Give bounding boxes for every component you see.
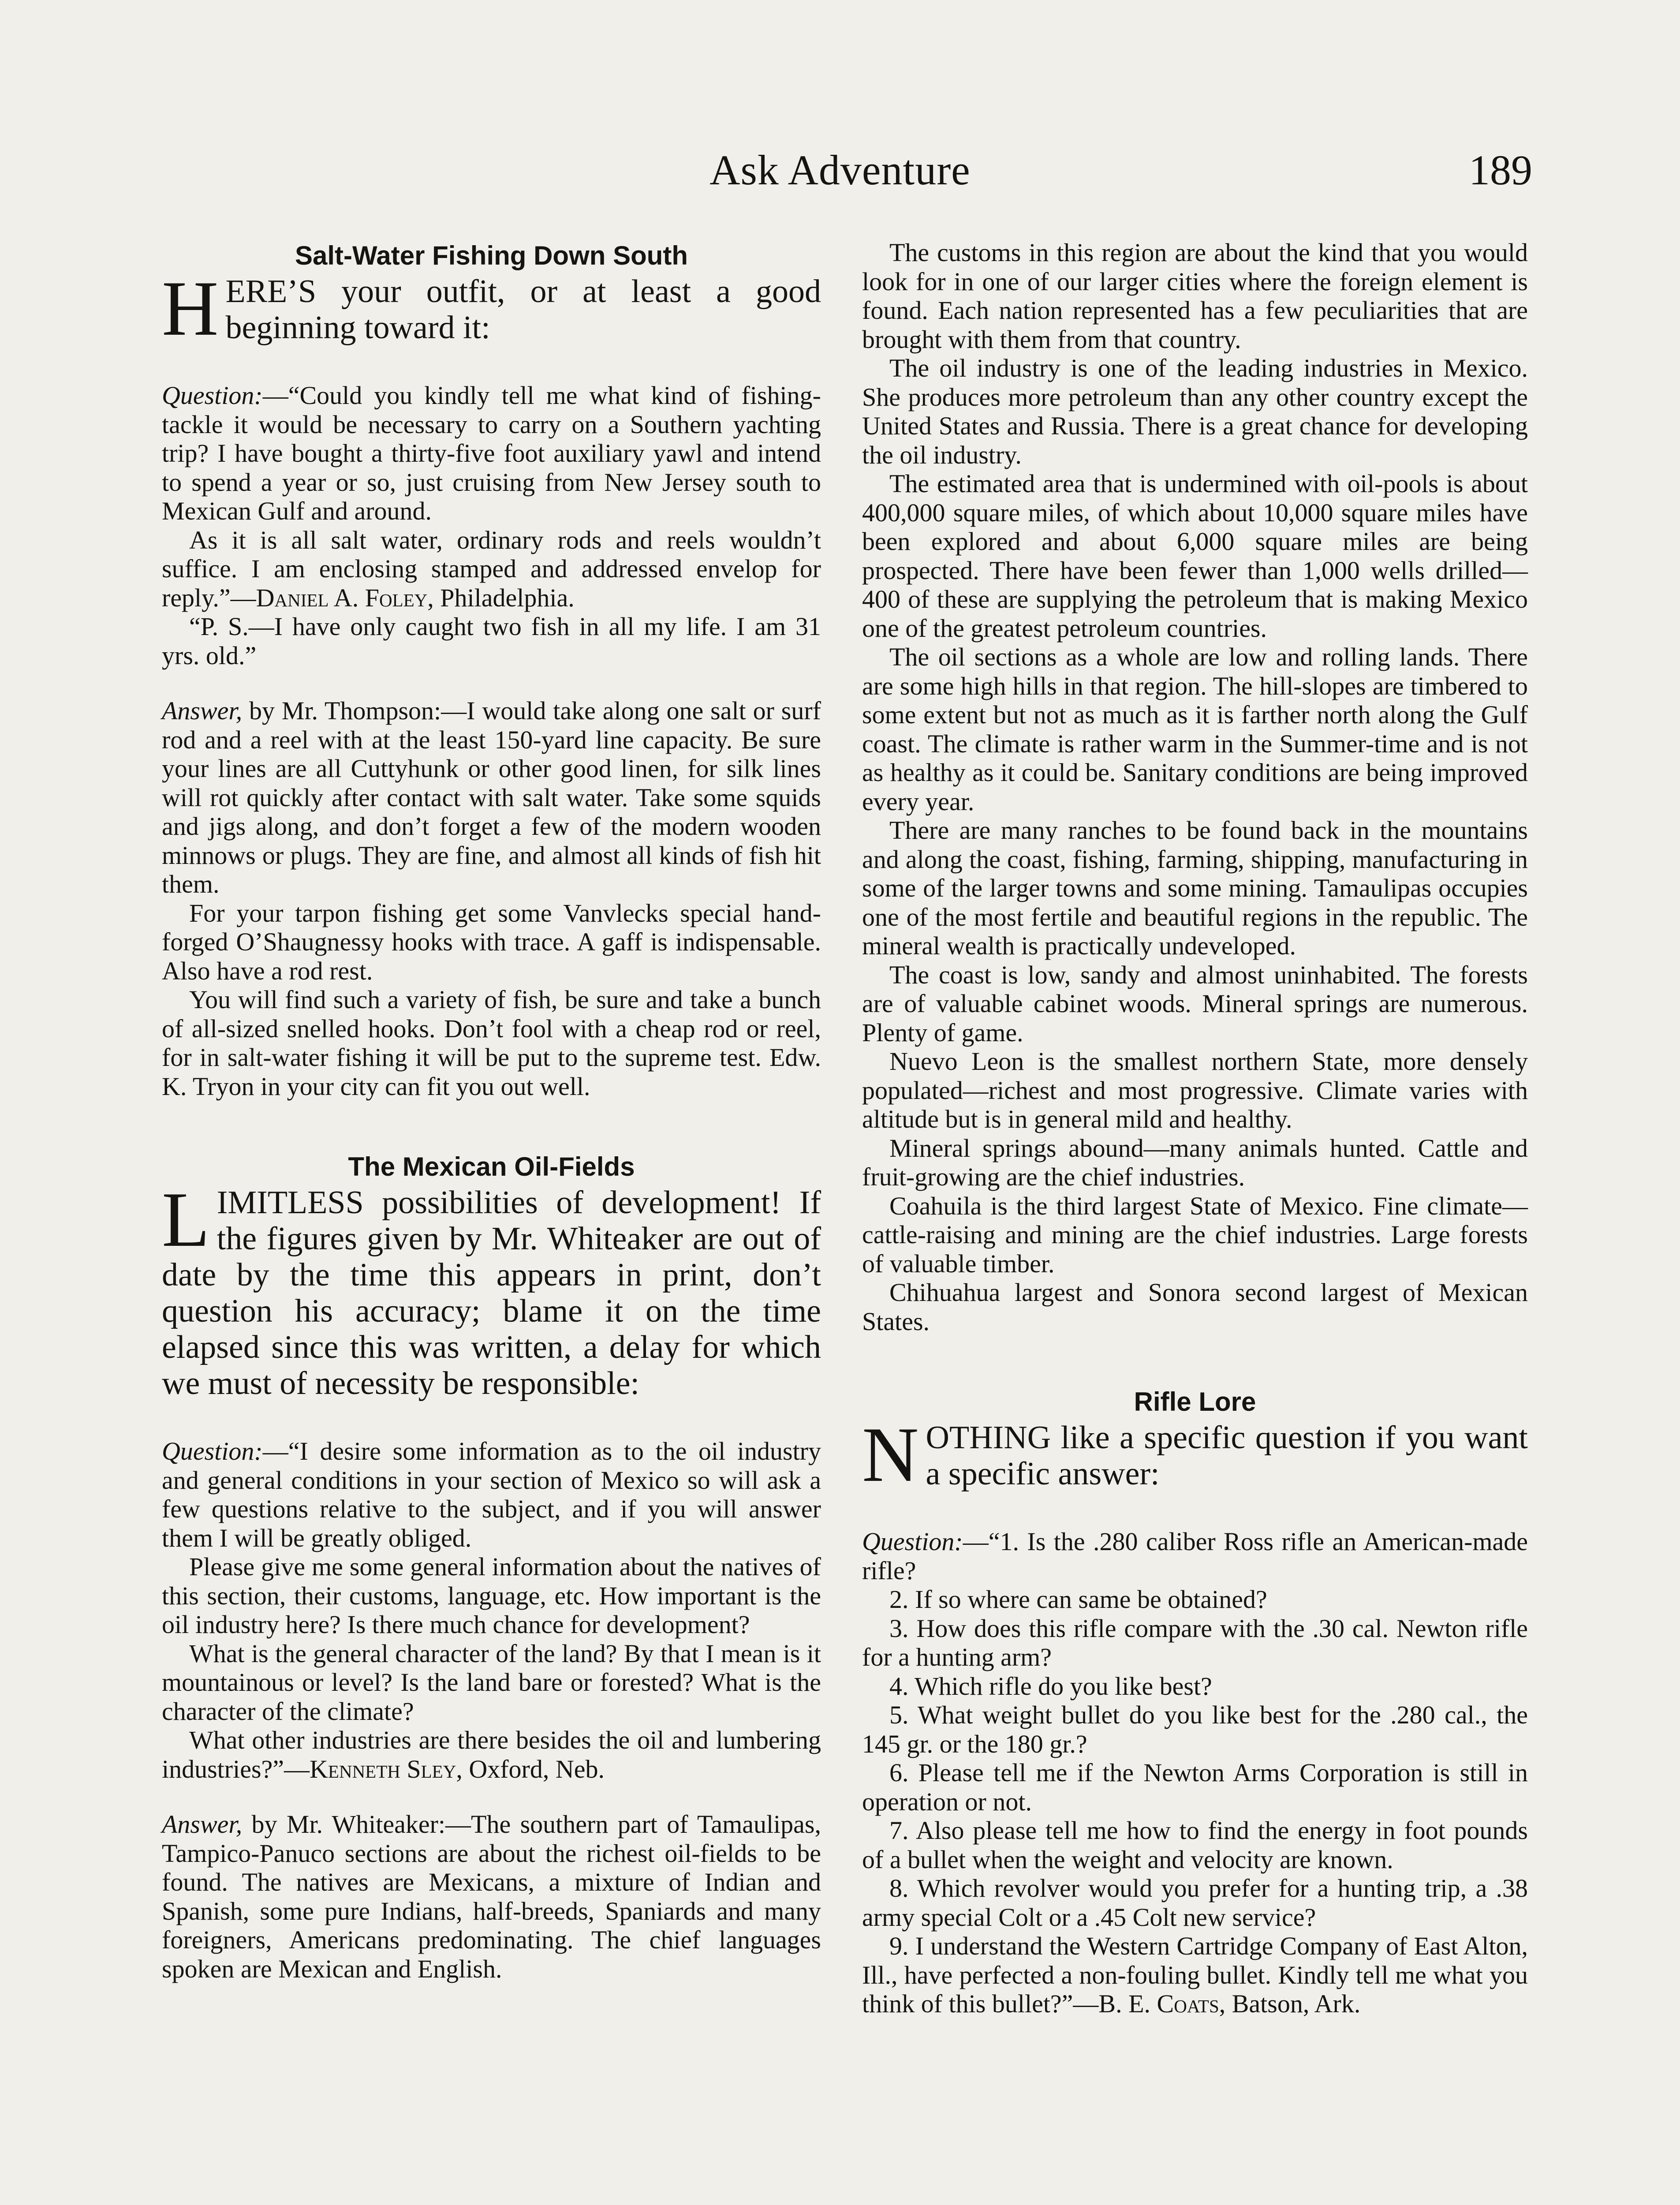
spacer [162, 670, 821, 696]
question-item [862, 1932, 1528, 2018]
question-label: Question: [162, 1437, 263, 1465]
paragraph: The oil sections as a whole are low and rolling lands. There are some high hills in that region. The hill-slopes are timbered to some extent but not as much as it is farther north along the Gulf coast. The climate is rather warm in the Summer-time and is not as healthy as it could be. Sanitary conditions are being improved every year. [862, 643, 1528, 816]
answer-paragraph [162, 696, 821, 899]
answer-text: by Mr. Whiteaker:—The southern part of Tamaulipas, Tampico-Panuco sections are about the richest oil-fields to be found. The natives are Mexicans, a mixture of Indian and Spanish, some pure Indians, half-breeds, Spaniards and many foreigners, Americans predominating. The chief languages spoken are Mexican and English. [162, 1810, 821, 1983]
article-oil-fields-continued [862, 238, 1528, 1336]
text: As it is all salt water, ordinary rods and reels wouldn’t suffice. I am enclosing stamped and addressed envelop for reply.”— [162, 525, 821, 612]
question-text: —“I desire some information as to the oil industry and general conditions in your section of Mexico so will ask a few questions relative to the subject, and if you will answer them I will be greatly obliged. [162, 1437, 821, 1552]
text: , Philadelphia. [427, 583, 575, 612]
question-item: 7. Also please tell me how to find the energy in foot pounds of a bullet when the weight and velocity are known. [862, 1816, 1528, 1874]
question-paragraph [162, 1437, 821, 1552]
answer-label: Answer, [162, 1810, 243, 1839]
section-heading: The Mexican Oil-Fields [348, 1152, 635, 1181]
paragraph: Mineral springs abound—many animals hunted. Cattle and fruit-growing are the chief industries. [862, 1133, 1528, 1191]
paragraph [162, 1726, 821, 1783]
section-heading: Rifle Lore [1134, 1387, 1256, 1416]
drop-cap: H [162, 265, 219, 352]
paragraph [162, 526, 821, 613]
question-paragraph [862, 1527, 1528, 1585]
intro-text: OTHING like a specific question if you want a specific answer: [926, 1420, 1528, 1492]
running-head: Ask Adventure [709, 146, 971, 194]
question-label: Question: [862, 1527, 963, 1556]
question-item: 4. Which rifle do you like best? [889, 1671, 1212, 1700]
article-rifle-lore [862, 1384, 1528, 2018]
paragraph: Nuevo Leon is the smallest northern State, more densely populated—richest and most progressive. Climate varies with altitude but is in general mild and healthy. [862, 1047, 1528, 1133]
paragraph: Coahuila is the third largest State of Mexico. Fine climate—cattle-raising and mining are the chief industries. Large forests of valuable timber. [862, 1191, 1528, 1278]
signature: B. E. Coats [1098, 1989, 1219, 2018]
right-column [862, 238, 1528, 2018]
answer-paragraph [162, 1810, 821, 1983]
drop-cap: L [162, 1176, 210, 1263]
paragraph: The coast is low, sandy and almost uninhabited. The forests are of valuable cabinet woods. Mineral springs are numerous. Plenty of game. [862, 960, 1528, 1047]
question-item: 3. How does this rifle compare with the .30 cal. Newton rifle for a hunting arm? [862, 1614, 1528, 1671]
paragraph: The estimated area that is undermined with oil-pools is about 400,000 square miles, of which about 10,000 square miles have been explored and about 6,000 square miles are being prospected. There have been fewer than 1,000 wells drilled—400 of these are supplying the petroleum that is making Mexico one of the greatest petroleum countries. [862, 469, 1528, 643]
question-item: 2. If so where can same be obtained? [889, 1585, 1267, 1614]
intro-text: IMITLESS possibilities of development! If the figures given by Mr. Whiteaker are out of date by the time this appears in print, don’t question his accuracy; blame it on the time elapsed since this was written, a delay for which we must of necessity be responsible: [162, 1185, 821, 1401]
section-intro [862, 1411, 1528, 1498]
answer-label: Answer, [162, 696, 243, 725]
paragraph: The oil industry is one of the leading industries in Mexico. She produces more petroleum than any other country except the United States and Russia. There is a great chance for developing the oil industry. [862, 354, 1528, 469]
question-label: Question: [162, 381, 263, 410]
question-item: 6. Please tell me if the Newton Arms Corporation is still in operation or not. [862, 1758, 1528, 1816]
spacer [862, 1336, 1528, 1384]
text: 9. I understand the Western Cartridge Company of East Alton, Ill., have perfected a non-fouling bullet. Kindly tell me what you think of this bullet?”— [862, 1932, 1528, 2018]
signature: Daniel A. Foley [256, 583, 428, 612]
paragraph: You will find such a variety of fish, be sure and take a bunch of all-sized snelled hooks. Don’t fool with a cheap rod or reel, for in salt-water fishing it will be put to the supreme test. Edw. K. Tryon in your city can fit you out well. [162, 985, 821, 1101]
paragraph: “P. S.—I have only caught two fish in all my life. I am 31 yrs. old.” [162, 612, 821, 670]
paragraph: For your tarpon fishing get some Vanvlecks special hand-forged O’Shaugnessy hooks with trace. A gaff is indispensable. Also have a rod rest. [162, 898, 821, 985]
section-heading: Salt-Water Fishing Down South [295, 241, 688, 270]
article-mexican-oil-fields [162, 1149, 821, 1983]
paragraph: Please give me some general information about the natives of this section, their customs, language, etc. How important is the oil industry here? Is there much chance for development? [162, 1552, 821, 1639]
answer-text: by Mr. Thompson:—I would take along one salt or surf rod and a reel with at the least 150-yard line capacity. Be sure your lines are all Cuttyhunk or other good linen, for silk lines will rot quickly after contact with salt water. Take some squids and jigs along, and don’t forget a few of the modern wooden minnows or plugs. They are fine, and almost all kinds of fish hit them. [162, 696, 821, 898]
section-intro [162, 1176, 821, 1401]
question-text: —“1. Is the .280 caliber Ross rifle an American-made rifle? [862, 1527, 1528, 1585]
question-item: 5. What weight bullet do you like best for the .280 cal., the 145 gr. or the 180 gr.? [862, 1700, 1528, 1758]
text: What other industries are there besides the oil and lumbering industries?”— [162, 1726, 821, 1783]
spacer [162, 1101, 821, 1149]
signature: Kenneth Sley [310, 1754, 456, 1783]
question-item: 8. Which revolver would you prefer for a hunting trip, a .38 army special Colt or a .45 Colt new service? [862, 1874, 1528, 1932]
paragraph: There are many ranches to be found back in the mountains and along the coast, fishing, farming, shipping, manufacturing in some of the larger towns and some mining. Tamaulipas occupies one of the most fertile and beautiful regions in the republic. The mineral wealth is practically undeveloped. [862, 816, 1528, 960]
page-number: 189 [1469, 146, 1532, 194]
paragraph: What is the general character of the land? By that I mean is it mountainous or level? Is the land bare or forested? What is the character of the climate? [162, 1639, 821, 1726]
question-paragraph [162, 381, 821, 526]
page-header [0, 141, 1680, 203]
intro-text: ERE’S your outfit, or at least a good beginning toward it: [225, 273, 821, 346]
left-column [162, 238, 821, 1983]
paragraph: The customs in this region are about the kind that you would look for in one of our larger cities where the foreign element is found. Each nation represented has a few peculiarities that are brought with them from that country. [862, 238, 1528, 354]
text: , Batson, Ark. [1219, 1989, 1361, 2018]
paragraph: Chihuahua largest and Sonora second largest of Mexican States. [862, 1278, 1528, 1336]
article-salt-water-fishing [162, 238, 821, 1101]
spacer [162, 1783, 821, 1810]
section-intro [162, 265, 821, 352]
drop-cap: N [862, 1411, 919, 1498]
text: , Oxford, Neb. [456, 1754, 605, 1783]
question-text: —“Could you kindly tell me what kind of fishing-tackle it would be necessary to carry on a Southern yachting trip? I have bought a thirty-five foot auxiliary yawl and intend to spend a year or so, just cruising from New Jersey south to Mexican Gulf and around. [162, 381, 821, 525]
